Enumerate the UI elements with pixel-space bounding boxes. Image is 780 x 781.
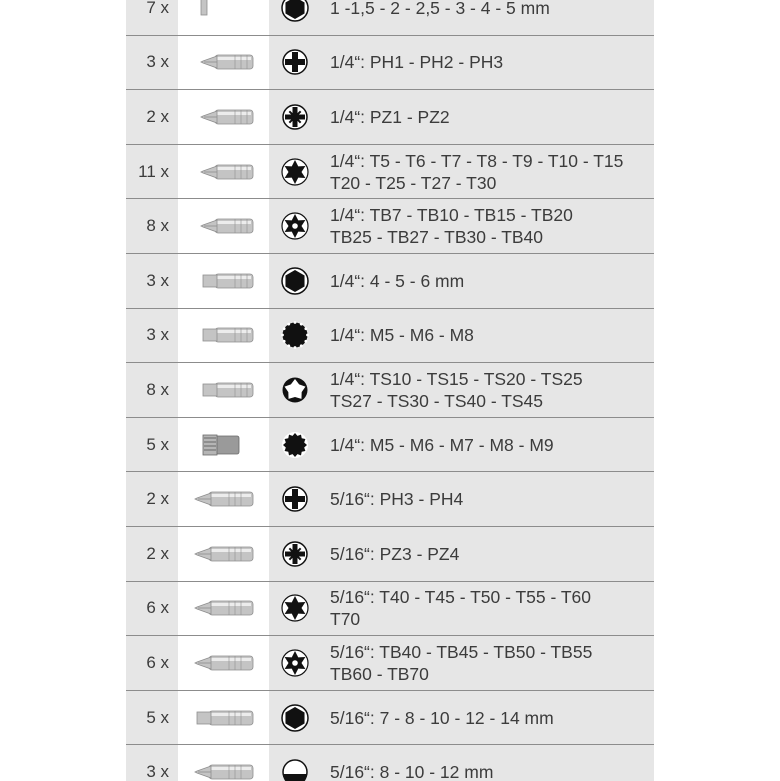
size-line-1: 1 -1,5 - 2 - 2,5 - 3 - 4 - 5 mm [330,0,550,18]
pozidriv-icon [269,527,320,582]
size-line-1: 1/4“: T5 - T6 - T7 - T8 - T9 - T10 - T15 [330,150,624,171]
torx-tamper-bit-large-image [178,636,269,691]
size-description [320,199,654,254]
table-row [126,145,654,200]
quantity-cell: 5 x [126,691,178,746]
quantity-cell: 3 x [126,36,178,91]
size-line-1: 5/16“: TB40 - TB45 - TB50 - TB55 [330,641,593,662]
phillips-icon [269,472,320,527]
phillips-bit-large-image [178,472,269,527]
table-row [126,0,654,36]
size-line-2: TB25 - TB27 - TB30 - TB40 [330,227,544,248]
size-description [320,36,654,91]
size-description [320,582,654,637]
size-description [320,0,654,36]
torx-icon [269,582,320,637]
quantity-cell: 6 x [126,582,178,637]
hex-key-image [178,0,269,36]
size-line-1: 1/4“: TS10 - TS15 - TS20 - TS25 [330,368,583,389]
table-row [126,90,654,145]
quantity-cell: 3 x [126,745,178,781]
size-line-1: 5/16“: PH3 - PH4 [330,489,464,510]
torx-tamper-icon [269,636,320,691]
slotted-icon [269,745,320,781]
size-description [320,691,654,746]
spline-icon [269,418,320,473]
table-row [126,309,654,364]
size-line-1: 1/4“: PH1 - PH2 - PH3 [330,52,504,73]
pentalobe-icon [269,363,320,418]
quantity-cell: 2 x [126,472,178,527]
size-line-1: 1/4“: M5 - M6 - M7 - M8 - M9 [330,434,554,455]
size-description [320,472,654,527]
phillips-icon [269,36,320,91]
table-row [126,636,654,691]
quantity-cell: 2 x [126,527,178,582]
table-row [126,199,654,254]
size-description [320,254,654,309]
quantity-cell: 3 x [126,309,178,364]
table-row [126,582,654,637]
size-line-2: TB60 - TB70 [330,663,429,684]
quantity-cell: 8 x [126,363,178,418]
quantity-cell: 6 x [126,636,178,691]
size-description [320,363,654,418]
hex-icon [269,691,320,746]
size-description [320,527,654,582]
size-line-2: T20 - T25 - T27 - T30 [330,172,497,193]
torx-tamper-bit-image [178,199,269,254]
size-line-1: 1/4“: M5 - M6 - M8 [330,325,474,346]
size-line-1: 5/16“: T40 - T45 - T50 - T55 - T60 [330,587,592,608]
hex-bit-image [178,254,269,309]
quantity-cell: 5 x [126,418,178,473]
size-description [320,309,654,364]
size-description [320,745,654,781]
size-line-1: 5/16“: 7 - 8 - 10 - 12 - 14 mm [330,707,554,728]
size-description [320,145,654,200]
size-line-1: 5/16“: PZ3 - PZ4 [330,543,460,564]
quantity-cell: 3 x [126,254,178,309]
hex-icon [269,254,320,309]
spline-bit-image [178,418,269,473]
size-line-1: 1/4“: 4 - 5 - 6 mm [330,270,465,291]
size-line-2: T70 [330,609,361,630]
torx-bit-image [178,145,269,200]
size-description [320,418,654,473]
hex-bit-large-image [178,691,269,746]
hex-icon [269,0,320,36]
table-row [126,472,654,527]
table-row [126,691,654,746]
size-description [320,636,654,691]
torx-bit-large-image [178,582,269,637]
size-line-2: TS27 - TS30 - TS40 - TS45 [330,390,544,411]
pozidriv-bit-large-image [178,527,269,582]
quantity-cell: 8 x [126,199,178,254]
size-description [320,90,654,145]
torx-icon [269,145,320,200]
size-line-1: 5/16“: 8 - 10 - 12 mm [330,762,494,781]
pozidriv-icon [269,90,320,145]
table-row [126,254,654,309]
table-row [126,418,654,473]
slotted-bit-large-image [178,745,269,781]
phillips-bit-image [178,36,269,91]
size-line-1: 1/4“: PZ1 - PZ2 [330,106,450,127]
table-row [126,745,654,781]
quantity-cell: 7 x [126,0,178,36]
quantity-cell: 2 x [126,90,178,145]
table-row [126,527,654,582]
xzn-bit-image [178,309,269,364]
bit-set-table [126,0,654,781]
size-line-1: 1/4“: TB7 - TB10 - TB15 - TB20 [330,205,573,226]
ts-bit-image [178,363,269,418]
table-row [126,36,654,91]
xzn-icon [269,309,320,364]
torx-tamper-icon [269,199,320,254]
pozidriv-bit-image [178,90,269,145]
table-row [126,363,654,418]
quantity-cell: 11 x [126,145,178,200]
